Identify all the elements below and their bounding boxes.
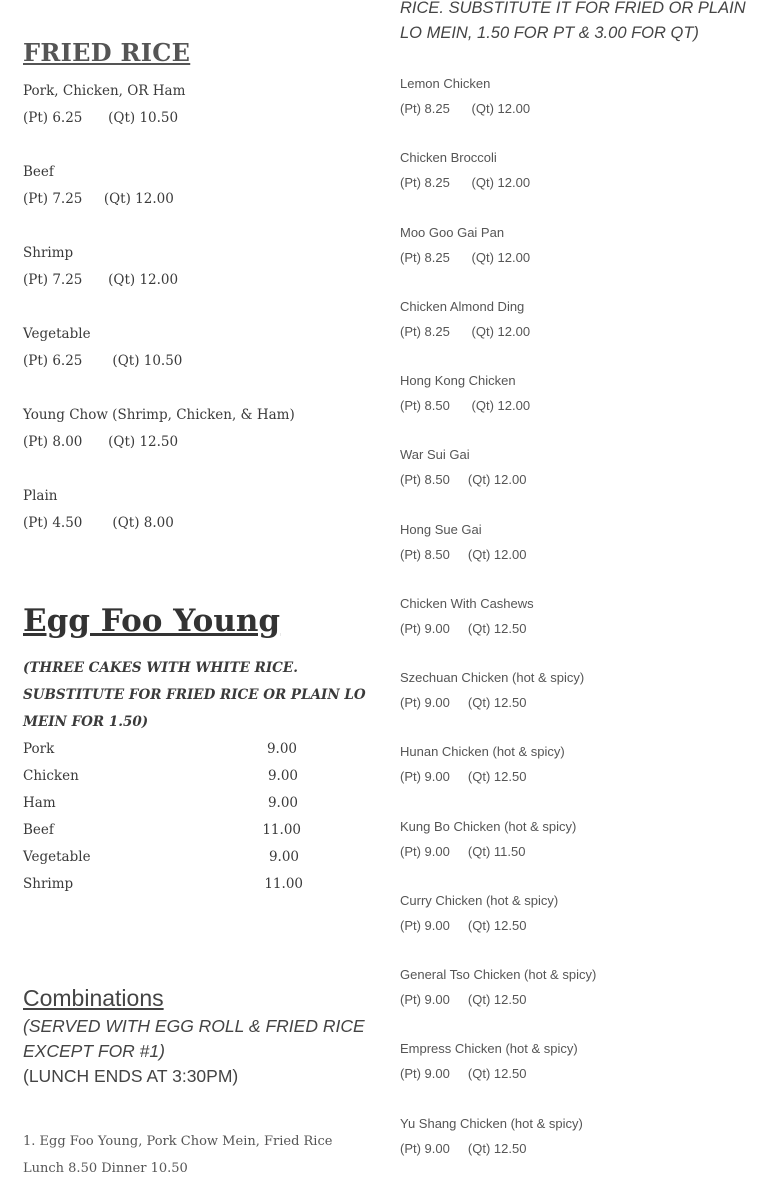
item-name: Young Chow (Shrimp, Chicken, & Ham) [23,407,295,423]
item-name: Chicken Almond Ding [400,299,525,314]
item-name: Vegetable [23,326,91,342]
chicken-item [400,145,530,195]
lunch-hours-note: (LUNCH ENDS AT 3:30PM) [23,1066,239,1086]
egg-foo-young-heading: Egg Foo Young [23,603,281,639]
item-name: Hong Sue Gai [400,522,482,537]
fried-rice-heading: FRIED RICE [23,38,191,67]
item-name: Moo Goo Gai Pan [400,225,505,240]
item-name: Curry Chicken (hot & spicy) [400,893,559,908]
item-name: Pork [23,741,55,757]
item-name: Hunan Chicken (hot & spicy) [400,744,565,759]
fried-rice-item [23,483,174,537]
item-price: (Pt) 8.00 (Qt) 12.50 [23,434,179,450]
item-name: Pork, Chicken, OR Ham [23,83,186,99]
chicken-section-note: RICE. SUBSTITUTE IT FOR FRIED OR PLAIN LO MEIN, 1.50 FOR PT & 3.00 FOR QT) [400,0,746,42]
item-price: (Pt) 8.50 (Qt) 12.00 [400,398,531,413]
item-name: General Tso Chicken (hot & spicy) [400,967,597,982]
item-price: 9.00 [268,849,299,865]
item-name: Empress Chicken (hot & spicy) [400,1041,578,1056]
item-name: Beef [23,164,54,180]
chicken-item [400,739,565,789]
item-name: Shrimp [23,245,74,261]
item-price: (Pt) 9.00 (Qt) 12.50 [400,1141,527,1156]
item-price: Lunch 8.50 Dinner 10.50 [23,1161,188,1176]
item-name: Beef [23,822,54,838]
egg-foo-young-item [23,736,297,763]
egg-foo-young-item [23,790,298,817]
item-price: (Pt) 6.25 (Qt) 10.50 [23,353,183,369]
egg-foo-young-note: (THREE CAKES WITH WHITE RICE. SUBSTITUTE FOR FRIED RICE OR PLAIN LO MEIN FOR 1.50) [23,660,366,730]
chicken-item [400,888,558,938]
chicken-item [400,220,530,270]
item-name: Lemon Chicken [400,76,491,91]
chicken-item [400,1036,578,1086]
item-price: (Pt) 7.25 (Qt) 12.00 [23,272,179,288]
item-price: (Pt) 8.25 (Qt) 12.00 [400,175,531,190]
item-price: 9.00 [267,768,298,784]
item-price: (Pt) 9.00 (Qt) 12.50 [400,769,527,784]
fried-rice-item [23,321,182,375]
egg-foo-young-item [23,871,303,898]
item-name: Shrimp [23,876,74,892]
item-name: Vegetable [23,849,91,865]
combinations-heading: Combinations [23,985,164,1011]
fried-rice-item [23,159,174,213]
item-price: (Pt) 9.00 (Qt) 12.50 [400,621,527,636]
fried-rice-item [23,240,178,294]
combinations-note: (SERVED WITH EGG ROLL & FRIED RICE EXCEPT FOR #1) [23,1016,365,1061]
chicken-item [400,442,526,492]
item-price: (Pt) 8.50 (Qt) 12.00 [400,547,527,562]
item-name: Yu Shang Chicken (hot & spicy) [400,1116,583,1131]
item-price: (Pt) 9.00 (Qt) 12.50 [400,1066,527,1081]
item-price: (Pt) 8.25 (Qt) 12.00 [400,324,531,339]
chicken-item [400,1111,583,1161]
item-name: Chicken Broccoli [400,150,497,165]
item-price: 9.00 [266,741,297,757]
item-price: 11.00 [262,822,301,838]
item-name: Szechuan Chicken (hot & spicy) [400,670,585,685]
chicken-item [400,814,576,864]
chicken-item [400,368,530,418]
item-price: (Pt) 9.00 (Qt) 12.50 [400,918,527,933]
item-name: Hong Kong Chicken [400,373,516,388]
item-price: (Pt) 8.25 (Qt) 12.00 [400,250,531,265]
item-name: Chicken With Cashews [400,596,534,611]
egg-foo-young-item [23,844,299,871]
item-price: (Pt) 7.25 (Qt) 12.00 [23,191,174,207]
item-price: 9.00 [267,795,298,811]
item-price: (Pt) 8.25 (Qt) 12.00 [400,101,531,116]
item-price: (Pt) 4.50 (Qt) 8.00 [23,515,174,531]
chicken-item [400,962,596,1012]
item-name: Chicken [23,768,79,784]
item-price: (Pt) 8.50 (Qt) 12.00 [400,472,527,487]
item-price: (Pt) 9.00 (Qt) 12.50 [400,992,527,1007]
item-name: War Sui Gai [400,447,470,462]
combination-item [23,1128,332,1182]
chicken-item [400,517,526,567]
chicken-item [400,71,530,121]
item-name: Plain [23,488,58,504]
chicken-item [400,591,534,641]
item-name: Kung Bo Chicken (hot & spicy) [400,819,577,834]
egg-foo-young-item [23,763,298,790]
chicken-item [400,294,530,344]
item-price: 11.00 [264,876,303,892]
item-name: 1. Egg Foo Young, Pork Chow Mein, Fried Rice [23,1134,333,1149]
item-name: Ham [23,795,56,811]
egg-foo-young-item [23,817,301,844]
fried-rice-item [23,402,295,456]
fried-rice-item [23,78,185,132]
chicken-item [400,665,584,715]
item-price: (Pt) 9.00 (Qt) 12.50 [400,695,527,710]
item-price: (Pt) 9.00 (Qt) 11.50 [400,844,526,859]
item-price: (Pt) 6.25 (Qt) 10.50 [23,110,179,126]
